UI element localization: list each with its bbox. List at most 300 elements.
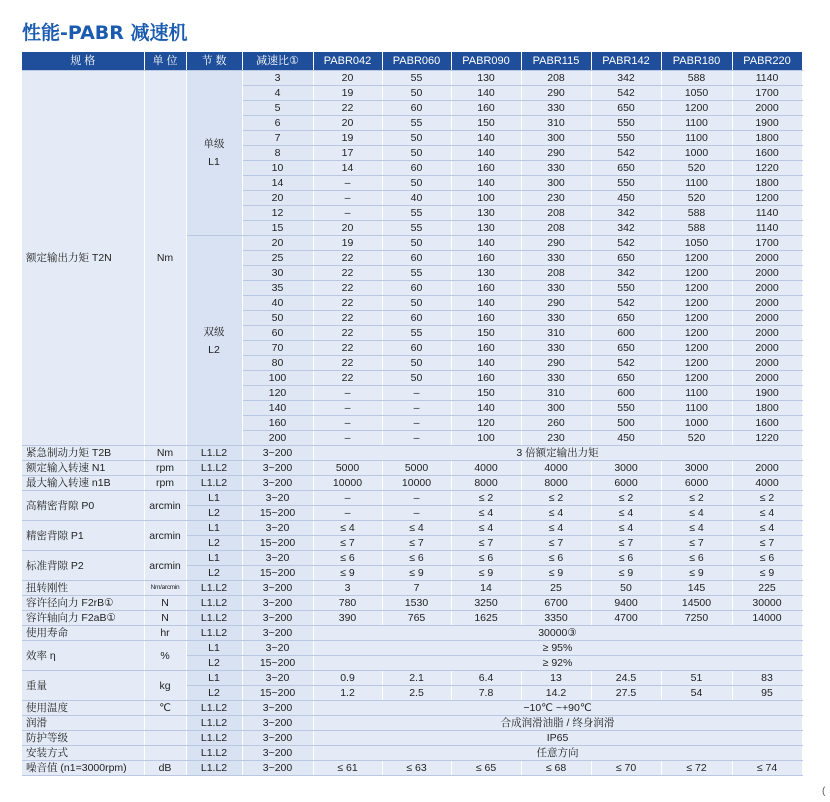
table-cell: 130 bbox=[451, 71, 521, 86]
table-cell: ≤ 70 bbox=[591, 761, 661, 776]
table-cell: 208 bbox=[521, 266, 591, 281]
table-cell: 1200 bbox=[732, 191, 802, 206]
table-cell: ≤ 2 bbox=[451, 491, 521, 506]
ratio-cell: 3~200 bbox=[242, 746, 313, 761]
table-cell: 1700 bbox=[732, 236, 802, 251]
ratio-cell: 20 bbox=[242, 236, 313, 251]
table-cell: 25 bbox=[521, 581, 591, 596]
table-cell: 1200 bbox=[661, 296, 732, 311]
table-cell: 1220 bbox=[732, 431, 802, 446]
table-cell: 140 bbox=[451, 401, 521, 416]
table-cell: 300 bbox=[521, 401, 591, 416]
table-cell: 310 bbox=[521, 116, 591, 131]
table-cell: 22 bbox=[313, 341, 382, 356]
table-cell: – bbox=[313, 191, 382, 206]
table-cell: ≤ 65 bbox=[451, 761, 521, 776]
ratio-cell: 3~200 bbox=[242, 611, 313, 626]
table-cell: 230 bbox=[521, 191, 591, 206]
table-cell: 542 bbox=[591, 356, 661, 371]
column-header: PABR042 bbox=[313, 52, 382, 71]
table-cell: 1140 bbox=[732, 206, 802, 221]
ratio-cell: 35 bbox=[242, 281, 313, 296]
ratio-cell: 3~200 bbox=[242, 461, 313, 476]
table-cell: 19 bbox=[313, 236, 382, 251]
table-cell: 4000 bbox=[732, 476, 802, 491]
table-cell: 9400 bbox=[591, 596, 661, 611]
table-cell: ≤ 2 bbox=[661, 491, 732, 506]
param-label: 噪音值 (n1=3000rpm) bbox=[22, 761, 144, 776]
table-cell: ≤ 7 bbox=[382, 536, 451, 551]
table-cell: 1200 bbox=[661, 266, 732, 281]
table-cell: 7.8 bbox=[451, 686, 521, 701]
table-cell: – bbox=[382, 416, 451, 431]
stage-cell: L2 bbox=[186, 566, 242, 581]
table-row bbox=[22, 491, 802, 506]
page-edge-mark: ( bbox=[822, 786, 826, 797]
ratio-cell: 14 bbox=[242, 176, 313, 191]
table-cell: 208 bbox=[521, 206, 591, 221]
table-cell: 330 bbox=[521, 311, 591, 326]
table-cell: 60 bbox=[382, 251, 451, 266]
stage-cell: L1 bbox=[186, 491, 242, 506]
merged-value-cell: 合成润滑油脂 / 终身润滑 bbox=[313, 716, 802, 731]
unit-cell bbox=[144, 716, 186, 731]
table-cell: 2000 bbox=[732, 266, 802, 281]
table-cell: 330 bbox=[521, 161, 591, 176]
ratio-cell: 3~200 bbox=[242, 626, 313, 641]
table-cell: 520 bbox=[661, 161, 732, 176]
table-row bbox=[22, 626, 802, 641]
param-label: 紧急制动力矩 T2B bbox=[22, 446, 144, 461]
param-label: 额定输出力矩 T2N bbox=[22, 71, 144, 446]
table-cell: 1200 bbox=[661, 356, 732, 371]
table-body bbox=[22, 71, 802, 776]
table-cell: 20 bbox=[313, 116, 382, 131]
table-cell: 1900 bbox=[732, 386, 802, 401]
stage-cell: L1.L2 bbox=[186, 611, 242, 626]
table-cell: 22 bbox=[313, 371, 382, 386]
table-cell: 95 bbox=[732, 686, 802, 701]
table-cell: 300 bbox=[521, 131, 591, 146]
table-cell: 1200 bbox=[661, 341, 732, 356]
ratio-cell: 20 bbox=[242, 191, 313, 206]
stage-cell: L2 bbox=[186, 686, 242, 701]
table-cell: ≤ 9 bbox=[732, 566, 802, 581]
table-cell: 1200 bbox=[661, 371, 732, 386]
param-label: 安装方式 bbox=[22, 746, 144, 761]
table-cell: ≤ 6 bbox=[521, 551, 591, 566]
table-cell: ≤ 6 bbox=[382, 551, 451, 566]
table-cell: ≤ 6 bbox=[313, 551, 382, 566]
ratio-cell: 40 bbox=[242, 296, 313, 311]
table-cell: 140 bbox=[451, 146, 521, 161]
unit-cell: hr bbox=[144, 626, 186, 641]
ratio-cell: 3~200 bbox=[242, 731, 313, 746]
ratio-cell: 4 bbox=[242, 86, 313, 101]
table-cell: 160 bbox=[451, 251, 521, 266]
ratio-cell: 3 bbox=[242, 71, 313, 86]
table-row bbox=[22, 596, 802, 611]
table-cell: 7 bbox=[382, 581, 451, 596]
table-cell: 1100 bbox=[661, 386, 732, 401]
column-header: 规 格 bbox=[22, 52, 144, 71]
table-cell: 290 bbox=[521, 86, 591, 101]
table-cell: 1625 bbox=[451, 611, 521, 626]
table-cell: 1800 bbox=[732, 176, 802, 191]
table-cell: 1200 bbox=[661, 101, 732, 116]
table-cell: 290 bbox=[521, 146, 591, 161]
table-cell: 14 bbox=[313, 161, 382, 176]
ratio-cell: 12 bbox=[242, 206, 313, 221]
table-cell: 8000 bbox=[451, 476, 521, 491]
unit-cell: ℃ bbox=[144, 701, 186, 716]
table-cell: 2000 bbox=[732, 101, 802, 116]
table-cell: 50 bbox=[382, 371, 451, 386]
table-row bbox=[22, 71, 802, 86]
table-cell: 500 bbox=[591, 416, 661, 431]
table-cell: 100 bbox=[451, 431, 521, 446]
table-cell: 130 bbox=[451, 206, 521, 221]
table-row bbox=[22, 476, 802, 491]
table-cell: 13 bbox=[521, 671, 591, 686]
stage-cell: L1.L2 bbox=[186, 746, 242, 761]
stage-cell: L1 bbox=[186, 671, 242, 686]
table-cell: 1200 bbox=[661, 326, 732, 341]
table-row bbox=[22, 671, 802, 686]
stage-cell: 单级 L1 bbox=[186, 71, 242, 236]
table-cell: 542 bbox=[591, 146, 661, 161]
table-cell: ≤ 9 bbox=[382, 566, 451, 581]
table-cell: 5000 bbox=[382, 461, 451, 476]
table-cell: 1800 bbox=[732, 131, 802, 146]
table-cell: 150 bbox=[451, 326, 521, 341]
table-row bbox=[22, 461, 802, 476]
table-cell: 27.5 bbox=[591, 686, 661, 701]
table-row bbox=[22, 641, 802, 656]
table-cell: 20 bbox=[313, 221, 382, 236]
column-header: 单 位 bbox=[144, 52, 186, 71]
table-cell: 17 bbox=[313, 146, 382, 161]
table-cell: ≤ 9 bbox=[661, 566, 732, 581]
merged-value-cell: ≥ 92% bbox=[313, 656, 802, 671]
table-cell: 60 bbox=[382, 101, 451, 116]
param-label: 防护等级 bbox=[22, 731, 144, 746]
param-label: 重量 bbox=[22, 671, 144, 701]
table-cell: 2000 bbox=[732, 461, 802, 476]
table-cell: ≤ 2 bbox=[732, 491, 802, 506]
ratio-cell: 30 bbox=[242, 266, 313, 281]
table-cell: 140 bbox=[451, 236, 521, 251]
ratio-cell: 70 bbox=[242, 341, 313, 356]
table-cell: 2000 bbox=[732, 296, 802, 311]
table-cell: 55 bbox=[382, 266, 451, 281]
table-cell: 6700 bbox=[521, 596, 591, 611]
table-cell: 22 bbox=[313, 266, 382, 281]
table-cell: 650 bbox=[591, 311, 661, 326]
table-cell: 450 bbox=[591, 431, 661, 446]
table-cell: ≤ 9 bbox=[591, 566, 661, 581]
table-cell: 1140 bbox=[732, 221, 802, 236]
table-cell: 2000 bbox=[732, 341, 802, 356]
merged-value-cell: 任意方向 bbox=[313, 746, 802, 761]
table-cell: 1000 bbox=[661, 146, 732, 161]
table-cell: 50 bbox=[382, 296, 451, 311]
merged-value-cell: 30000③ bbox=[313, 626, 802, 641]
unit-cell bbox=[144, 731, 186, 746]
table-cell: 50 bbox=[382, 356, 451, 371]
table-cell: 542 bbox=[591, 86, 661, 101]
ratio-cell: 3~20 bbox=[242, 551, 313, 566]
table-cell: 22 bbox=[313, 281, 382, 296]
ratio-cell: 3~200 bbox=[242, 716, 313, 731]
stage-cell: L1.L2 bbox=[186, 476, 242, 491]
table-cell: 19 bbox=[313, 131, 382, 146]
ratio-cell: 15~200 bbox=[242, 506, 313, 521]
param-label: 效率 η bbox=[22, 641, 144, 671]
table-header-row bbox=[22, 52, 802, 71]
table-cell: 54 bbox=[661, 686, 732, 701]
table-cell: 330 bbox=[521, 371, 591, 386]
stage-cell: L1 bbox=[186, 521, 242, 536]
table-cell: ≤ 4 bbox=[521, 521, 591, 536]
stage-cell: L1.L2 bbox=[186, 701, 242, 716]
stage-cell: L1.L2 bbox=[186, 461, 242, 476]
table-row bbox=[22, 701, 802, 716]
table-cell: ≤ 9 bbox=[451, 566, 521, 581]
table-cell: 22 bbox=[313, 251, 382, 266]
table-cell: ≤ 72 bbox=[661, 761, 732, 776]
table-cell: 330 bbox=[521, 281, 591, 296]
table-cell: 2.5 bbox=[382, 686, 451, 701]
table-cell: – bbox=[382, 401, 451, 416]
table-cell: 520 bbox=[661, 191, 732, 206]
table-cell: 55 bbox=[382, 221, 451, 236]
table-cell: ≤ 4 bbox=[591, 506, 661, 521]
table-cell: ≤ 4 bbox=[661, 521, 732, 536]
unit-cell: Nm/arcmin bbox=[144, 581, 186, 596]
table-cell: ≤ 6 bbox=[661, 551, 732, 566]
table-cell: 100 bbox=[451, 191, 521, 206]
table-cell: 550 bbox=[591, 131, 661, 146]
table-cell: 140 bbox=[451, 296, 521, 311]
table-cell: ≤ 4 bbox=[521, 506, 591, 521]
table-cell: 3350 bbox=[521, 611, 591, 626]
table-cell: – bbox=[313, 506, 382, 521]
stage-cell: L2 bbox=[186, 536, 242, 551]
table-cell: 230 bbox=[521, 431, 591, 446]
table-cell: 50 bbox=[382, 86, 451, 101]
table-cell: 150 bbox=[451, 386, 521, 401]
ratio-cell: 3~20 bbox=[242, 671, 313, 686]
table-cell: ≤ 7 bbox=[451, 536, 521, 551]
table-row bbox=[22, 611, 802, 626]
table-cell: 1100 bbox=[661, 116, 732, 131]
table-cell: – bbox=[313, 386, 382, 401]
table-cell: 520 bbox=[661, 431, 732, 446]
table-cell: 290 bbox=[521, 236, 591, 251]
table-cell: 10000 bbox=[313, 476, 382, 491]
table-cell: 50 bbox=[591, 581, 661, 596]
table-cell: 130 bbox=[451, 221, 521, 236]
param-label: 容许轴向力 F2aB① bbox=[22, 611, 144, 626]
table-cell: 55 bbox=[382, 116, 451, 131]
table-cell: 150 bbox=[451, 116, 521, 131]
table-cell: 550 bbox=[591, 116, 661, 131]
table-cell: ≤ 6 bbox=[732, 551, 802, 566]
table-cell: ≤ 9 bbox=[313, 566, 382, 581]
table-cell: ≤ 68 bbox=[521, 761, 591, 776]
table-cell: 588 bbox=[661, 206, 732, 221]
table-cell: 1700 bbox=[732, 86, 802, 101]
table-cell: 160 bbox=[451, 281, 521, 296]
table-cell: 390 bbox=[313, 611, 382, 626]
table-cell: 600 bbox=[591, 326, 661, 341]
table-cell: – bbox=[382, 386, 451, 401]
ratio-cell: 10 bbox=[242, 161, 313, 176]
ratio-cell: 160 bbox=[242, 416, 313, 431]
table-cell: 300 bbox=[521, 176, 591, 191]
column-header: PABR115 bbox=[521, 52, 591, 71]
table-cell: 3000 bbox=[661, 461, 732, 476]
table-cell: 0.9 bbox=[313, 671, 382, 686]
table-cell: 3 bbox=[313, 581, 382, 596]
table-cell: 160 bbox=[451, 161, 521, 176]
table-cell: ≤ 6 bbox=[451, 551, 521, 566]
table-cell: 55 bbox=[382, 326, 451, 341]
table-cell: ≤ 7 bbox=[732, 536, 802, 551]
table-cell: 342 bbox=[591, 266, 661, 281]
table-cell: 330 bbox=[521, 101, 591, 116]
table-cell: 2.1 bbox=[382, 671, 451, 686]
table-row bbox=[22, 761, 802, 776]
param-label: 最大输入转速 n1B bbox=[22, 476, 144, 491]
stage-cell: L1.L2 bbox=[186, 731, 242, 746]
table-cell: 290 bbox=[521, 356, 591, 371]
table-cell: 2000 bbox=[732, 371, 802, 386]
stage-cell: L2 bbox=[186, 656, 242, 671]
table-cell: 542 bbox=[591, 236, 661, 251]
table-cell: 550 bbox=[591, 401, 661, 416]
table-cell: 1140 bbox=[732, 71, 802, 86]
ratio-cell: 7 bbox=[242, 131, 313, 146]
table-cell: 550 bbox=[591, 176, 661, 191]
ratio-cell: 15~200 bbox=[242, 536, 313, 551]
param-label: 容许径向力 F2rB① bbox=[22, 596, 144, 611]
ratio-cell: 15~200 bbox=[242, 686, 313, 701]
table-cell: ≤ 4 bbox=[451, 506, 521, 521]
table-cell: – bbox=[313, 401, 382, 416]
page-title: 性能-PABR 减速机 bbox=[22, 22, 188, 44]
table-cell: 160 bbox=[451, 341, 521, 356]
table-cell: 588 bbox=[661, 221, 732, 236]
table-row bbox=[22, 731, 802, 746]
table-cell: 1200 bbox=[661, 281, 732, 296]
ratio-cell: 50 bbox=[242, 311, 313, 326]
table-cell: 14.2 bbox=[521, 686, 591, 701]
table-cell: 1800 bbox=[732, 401, 802, 416]
unit-cell: N bbox=[144, 611, 186, 626]
table-cell: 342 bbox=[591, 221, 661, 236]
stage-cell: L1 bbox=[186, 551, 242, 566]
unit-cell: Nm bbox=[144, 71, 186, 446]
stage-cell: L1.L2 bbox=[186, 761, 242, 776]
table-cell: 24.5 bbox=[591, 671, 661, 686]
table-cell: 20 bbox=[313, 71, 382, 86]
stage-cell: 双级 L2 bbox=[186, 236, 242, 446]
table-cell: 330 bbox=[521, 341, 591, 356]
table-cell: 2000 bbox=[732, 311, 802, 326]
table-cell: 50 bbox=[382, 236, 451, 251]
ratio-cell: 6 bbox=[242, 116, 313, 131]
merged-value-cell: −10℃ ~+90℃ bbox=[313, 701, 802, 716]
ratio-cell: 25 bbox=[242, 251, 313, 266]
table-cell: 22 bbox=[313, 296, 382, 311]
table-cell: 140 bbox=[451, 131, 521, 146]
table-cell: 600 bbox=[591, 386, 661, 401]
table-cell: ≤ 6 bbox=[591, 551, 661, 566]
table-cell: 1000 bbox=[661, 416, 732, 431]
table-cell: 4000 bbox=[451, 461, 521, 476]
table-cell: – bbox=[382, 506, 451, 521]
table-cell: – bbox=[313, 491, 382, 506]
table-cell: ≤ 7 bbox=[661, 536, 732, 551]
table-cell: 2000 bbox=[732, 326, 802, 341]
ratio-cell: 3~200 bbox=[242, 701, 313, 716]
table-cell: 8000 bbox=[521, 476, 591, 491]
stage-cell: L1.L2 bbox=[186, 596, 242, 611]
table-cell: 1530 bbox=[382, 596, 451, 611]
table-cell: 4000 bbox=[521, 461, 591, 476]
table-cell: 1900 bbox=[732, 116, 802, 131]
table-cell: 10000 bbox=[382, 476, 451, 491]
table-cell: 14 bbox=[451, 581, 521, 596]
table-cell: 160 bbox=[451, 101, 521, 116]
table-row bbox=[22, 746, 802, 761]
table-cell: 3000 bbox=[591, 461, 661, 476]
table-cell: 160 bbox=[451, 371, 521, 386]
table-cell: ≤ 4 bbox=[732, 521, 802, 536]
table-cell: 6000 bbox=[591, 476, 661, 491]
table-row bbox=[22, 551, 802, 566]
param-label: 使用寿命 bbox=[22, 626, 144, 641]
table-cell: 1100 bbox=[661, 176, 732, 191]
unit-cell: % bbox=[144, 641, 186, 671]
table-cell: 14000 bbox=[732, 611, 802, 626]
table-cell: 1100 bbox=[661, 401, 732, 416]
table-row bbox=[22, 716, 802, 731]
ratio-cell: 3~200 bbox=[242, 596, 313, 611]
table-cell: 208 bbox=[521, 221, 591, 236]
ratio-cell: 80 bbox=[242, 356, 313, 371]
table-cell: 22 bbox=[313, 356, 382, 371]
table-cell: 60 bbox=[382, 341, 451, 356]
table-cell: 30000 bbox=[732, 596, 802, 611]
table-cell: ≤ 2 bbox=[591, 491, 661, 506]
table-cell: – bbox=[313, 206, 382, 221]
ratio-cell: 3~20 bbox=[242, 491, 313, 506]
table-cell: 140 bbox=[451, 176, 521, 191]
ratio-cell: 3~200 bbox=[242, 446, 313, 461]
table-cell: 290 bbox=[521, 296, 591, 311]
table-cell: 7250 bbox=[661, 611, 732, 626]
table-cell: ≤ 2 bbox=[521, 491, 591, 506]
table-cell: 1200 bbox=[661, 251, 732, 266]
table-cell: 342 bbox=[591, 71, 661, 86]
ratio-cell: 5 bbox=[242, 101, 313, 116]
ratio-cell: 140 bbox=[242, 401, 313, 416]
column-header: PABR060 bbox=[382, 52, 451, 71]
table-cell: ≤ 7 bbox=[313, 536, 382, 551]
